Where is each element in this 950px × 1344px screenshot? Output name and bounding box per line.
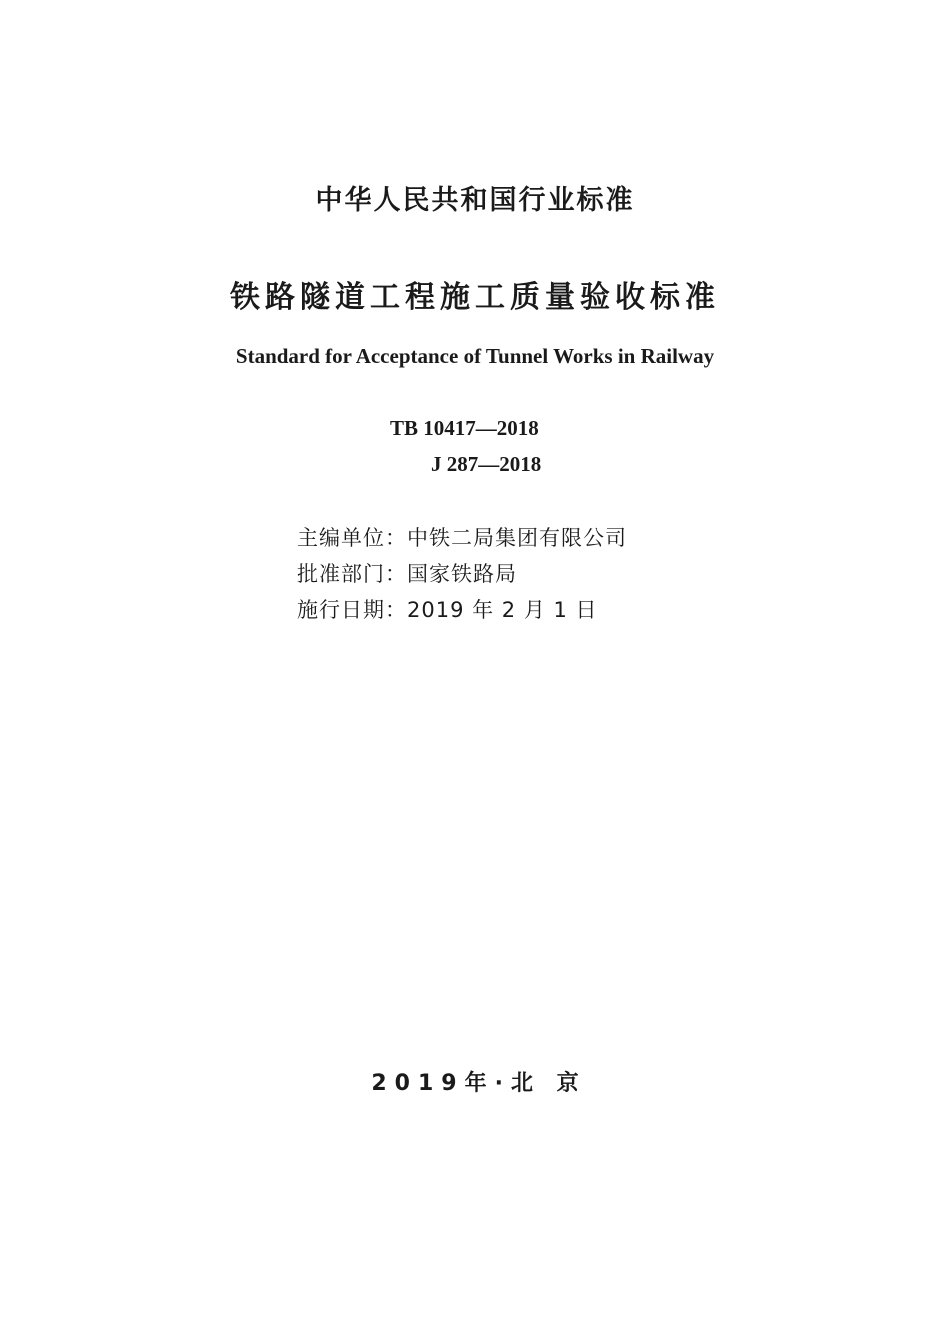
effective-date: 施行日期：2019 年 2 月 1 日: [297, 598, 598, 622]
title-english: Standard for Acceptance of Tunnel Works in Railway: [235, 344, 715, 368]
editor-unit: 主编单位：中铁二局集团有限公司: [297, 526, 627, 550]
publication-imprint: 2019年·北 京: [371, 1071, 587, 1096]
issuing-authority: 中华人民共和国行业标准: [315, 185, 635, 216]
approval-department: 批准部门：国家铁路局: [297, 562, 517, 586]
standard-code-tb: TB 10417—2018: [390, 416, 539, 440]
title-chinese: 铁路隧道工程施工质量验收标准: [230, 280, 720, 315]
standard-code-j: J 287—2018: [431, 452, 542, 476]
